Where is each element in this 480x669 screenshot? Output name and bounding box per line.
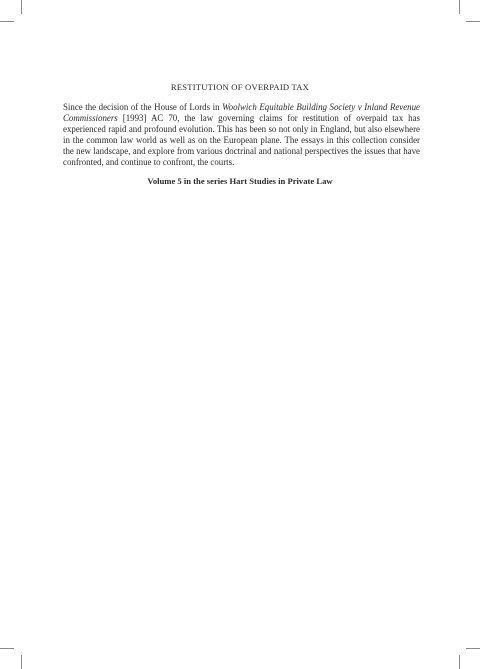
- crop-mark-top-right-h: [466, 21, 480, 22]
- series-note: Volume 5 in the series Hart Studies in Private Law: [147, 176, 333, 186]
- crop-mark-bottom-right: [459, 655, 460, 669]
- book-description: [63, 102, 420, 169]
- case-citation-name: Woolwich Equitable Building Society v Inland Revenue Commissioners: [63, 102, 420, 124]
- crop-mark-top-right: [459, 0, 460, 14]
- crop-mark-top-left: [21, 0, 22, 14]
- crop-mark-bottom-right-h: [466, 648, 480, 649]
- book-title: RESTITUTION OF OVERPAID TAX: [170, 82, 310, 92]
- description-body: [1993] AC 70, the law governing claims for restitution of overpaid tax has experienced rapid and profound evolution. This has been so not only in England, but also elsewhere in the common law world as well as on the European plane. The essays in this collection consider the new landscape, and explore from various doctrinal and national perspectives the issues that have confronted, and continue to confront, the courts.: [63, 113, 420, 168]
- crop-mark-top-left-h: [0, 21, 14, 22]
- description-intro: Since the decision of the House of Lords in: [63, 102, 223, 112]
- crop-mark-bottom-left-h: [0, 648, 14, 649]
- crop-mark-bottom-left: [21, 655, 22, 669]
